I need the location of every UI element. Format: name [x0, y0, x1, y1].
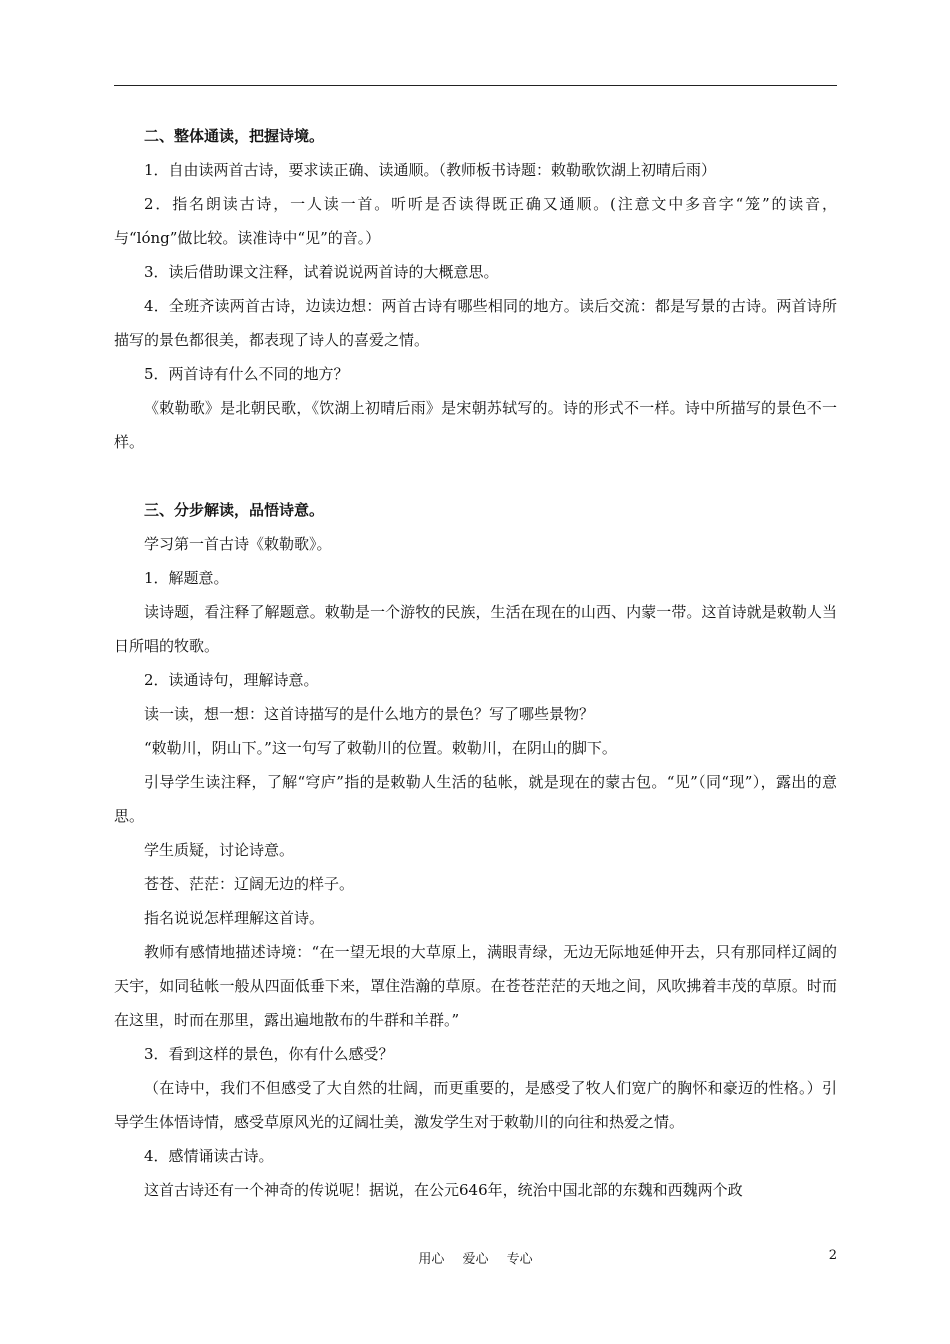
paragraph: 学生质疑，讨论诗意。 [144, 841, 295, 859]
header-rule [114, 85, 837, 86]
paragraph: 4．全班齐读两首古诗，边读边想：两首古诗有哪些相同的地方。读后交流：都是写景的古诗。两首诗所描写的景色都很美，都表现了诗人的喜爱之情。 [114, 297, 837, 349]
paragraph: 4．感情诵读古诗。 [144, 1147, 274, 1165]
paragraph: 3．看到这样的景色，你有什么感受？ [144, 1045, 394, 1063]
page-number: 2 [828, 1248, 837, 1263]
paragraph: 读诗题，看注释了解题意。敕勒是一个游牧的民族，生活在现在的山西、内蒙一带。这首诗就是敕勒人当日所唱的牧歌。 [114, 603, 837, 655]
paragraph: 1．解题意。 [144, 569, 229, 587]
paragraph: 2．指名朗读古诗，一人读一首。听听是否读得既正确又通顺。(注意文中多音字“笼”的读音，与“lóng”做比较。读准诗中“见”的音。） [114, 195, 837, 247]
paragraph: 指名说说怎样理解这首诗。 [144, 909, 325, 927]
paragraph: 3．读后借助课文注释，试着说说两首诗的大概意思。 [144, 263, 499, 281]
paragraph: 读一读，想一想：这首诗描写的是什么地方的景色？写了哪些景物？ [144, 705, 595, 723]
page-footer [114, 1248, 837, 1268]
paragraph: 引导学生读注释，了解“穹庐”指的是敕勒人生活的毡帐，就是现在的蒙古包。“见”（同“现”），露出的意思。 [114, 773, 837, 825]
section-heading: 三、分步解读，品悟诗意。 [144, 501, 325, 519]
footer-motto: 用心 爱心 专心 [418, 1252, 533, 1267]
paragraph: 这首古诗还有一个神奇的传说呢！据说，在公元646年，统治中国北部的东魏和西魏两个政 [144, 1181, 743, 1199]
paragraph: “敕勒川，阴山下。”这一句写了敕勒川的位置。敕勒川，在阴山的脚下。 [144, 739, 617, 757]
document-body [114, 119, 837, 1207]
paragraph: 2．读通诗句，理解诗意。 [144, 671, 319, 689]
section-spacer [114, 459, 837, 493]
paragraph: 教师有感情地描述诗境：“在一望无垠的大草原上，满眼青绿，无边无际地延伸开去，只有那同样辽阔的天宇，如同毡帐一般从四面低垂下来，罩住浩瀚的草原。在苍苍茫茫的天地之间，风吹拂着丰茂的草原。时而在这里，时而在那里，露出遍地散布的牛群和羊群。” [114, 943, 837, 1029]
paragraph: （在诗中，我们不但感受了大自然的壮阔，而更重要的，是感受了牧人们宽广的胸怀和豪迈的性格。）引导学生体悟诗情，感受草原风光的辽阔壮美，激发学生对于敕勒川的向往和热爱之情。 [114, 1079, 837, 1131]
paragraph: 《敕勒歌》是北朝民歌，《饮湖上初晴后雨》是宋朝苏轼写的。诗的形式不一样。诗中所描写的景色不一样。 [114, 399, 837, 451]
paragraph: 5．两首诗有什么不同的地方？ [144, 365, 349, 383]
section-heading: 二、整体通读，把握诗境。 [144, 127, 325, 145]
paragraph: 1．自由读两首古诗，要求读正确、读通顺。（教师板书诗题：敕勒歌饮湖上初晴后雨） [144, 161, 717, 179]
paragraph: 苍苍、茫茫：辽阔无边的样子。 [144, 875, 355, 893]
paragraph: 学习第一首古诗《敕勒歌》。 [144, 535, 332, 553]
